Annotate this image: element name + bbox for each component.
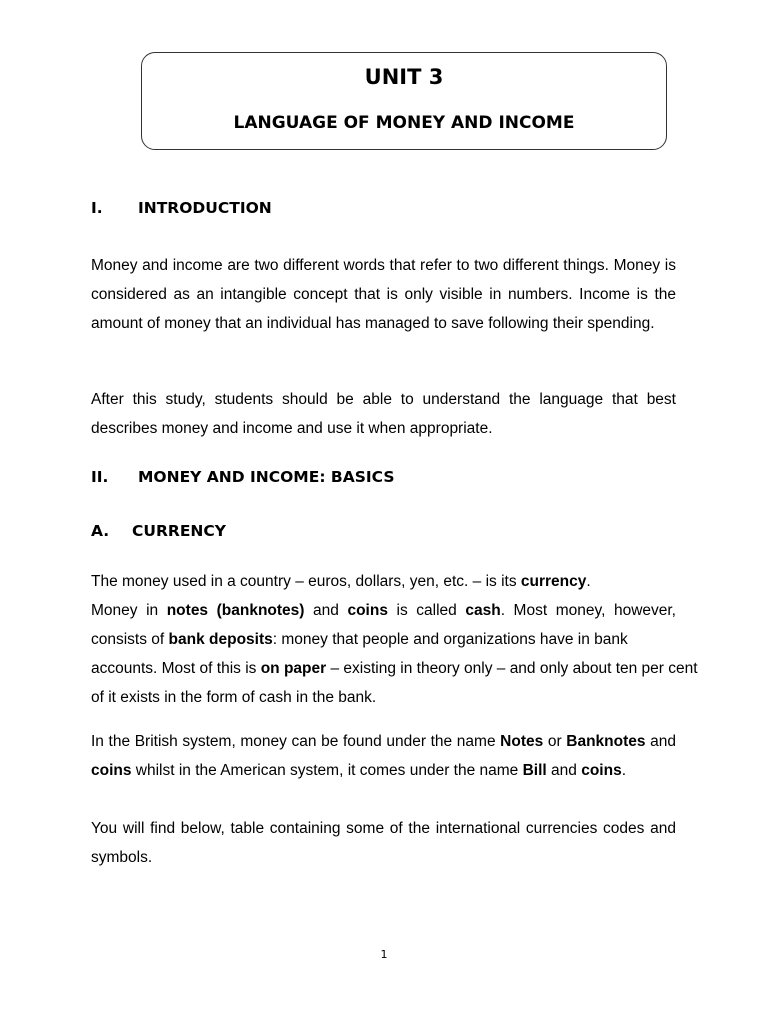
section-number: I. xyxy=(91,199,103,217)
text-run: and xyxy=(645,733,676,750)
currency-paragraph-1 xyxy=(91,567,676,596)
section-title: INTRODUCTION xyxy=(138,199,272,217)
section-title: MONEY AND INCOME: BASICS xyxy=(138,468,395,486)
keyword-coins: coins xyxy=(581,762,622,779)
text-run: consists of xyxy=(91,631,169,648)
keyword-coins: coins xyxy=(347,602,388,619)
keyword-on-paper: on paper xyxy=(260,660,327,677)
keyword-currency: currency xyxy=(520,573,587,590)
unit-title-box xyxy=(141,52,667,150)
paragraph-line xyxy=(91,625,676,654)
section-heading-basics xyxy=(91,468,394,486)
unit-subtitle: LANGUAGE OF MONEY AND INCOME xyxy=(233,113,575,133)
section-number: II. xyxy=(91,468,109,486)
text-run: : money that people and organizations have in bank xyxy=(272,631,628,648)
paragraph-line xyxy=(91,654,698,683)
text-run: . xyxy=(621,762,627,779)
text-run: . Most money, however, xyxy=(500,602,676,619)
keyword-notes-banknotes: notes (banknotes) xyxy=(166,602,305,619)
keyword-notes: Notes xyxy=(500,733,544,750)
text-run: or xyxy=(543,733,567,750)
paragraph-line xyxy=(91,756,676,785)
text-run: . xyxy=(586,573,591,590)
currency-paragraph-4: You will find below, table containing some of the international currencies codes and symbols. xyxy=(91,820,676,866)
page-number: 1 xyxy=(380,948,388,961)
text-run: – existing in theory only – and only about ten per cent xyxy=(326,660,698,677)
currency-paragraph-2 xyxy=(91,596,698,712)
text-run: is called xyxy=(387,602,466,619)
text-run: The money used in a country – euros, dollars, yen, etc. – is its xyxy=(91,573,521,590)
text-run: whilst in the American system, it comes under the name xyxy=(131,762,523,779)
keyword-banknotes: Banknotes xyxy=(566,733,646,750)
keyword-bill: Bill xyxy=(522,762,547,779)
section-heading-introduction xyxy=(91,199,272,217)
keyword-coins: coins xyxy=(91,762,132,779)
text-run: of it exists in the form of cash in the bank. xyxy=(91,689,377,706)
currency-paragraph-3 xyxy=(91,727,676,785)
subsection-heading-currency xyxy=(91,522,226,540)
text-run: In the British system, money can be found under the name xyxy=(91,733,501,750)
text-run: Money in xyxy=(91,602,167,619)
introduction-paragraph-1: Money and income are two different words that refer to two different things. Money is considered as an intangible concept that is only visible in numbers. Income is the amount of money that an individual has managed to save following their spending. xyxy=(91,257,676,332)
text-run: and xyxy=(546,762,582,779)
introduction-paragraph-2: After this study, students should be able to understand the language that best describes money and income and use it when appropriate. xyxy=(91,391,676,437)
text-run: accounts. Most of this is xyxy=(91,660,261,677)
unit-title: UNIT 3 xyxy=(364,65,444,89)
subsection-letter: A. xyxy=(91,522,110,540)
keyword-cash: cash xyxy=(465,602,501,619)
keyword-bank-deposits: bank deposits xyxy=(168,631,273,648)
text-run: and xyxy=(304,602,348,619)
paragraph-line xyxy=(91,683,676,712)
paragraph-line xyxy=(91,727,676,756)
paragraph-line xyxy=(91,596,676,625)
subsection-title: CURRENCY xyxy=(132,522,226,540)
